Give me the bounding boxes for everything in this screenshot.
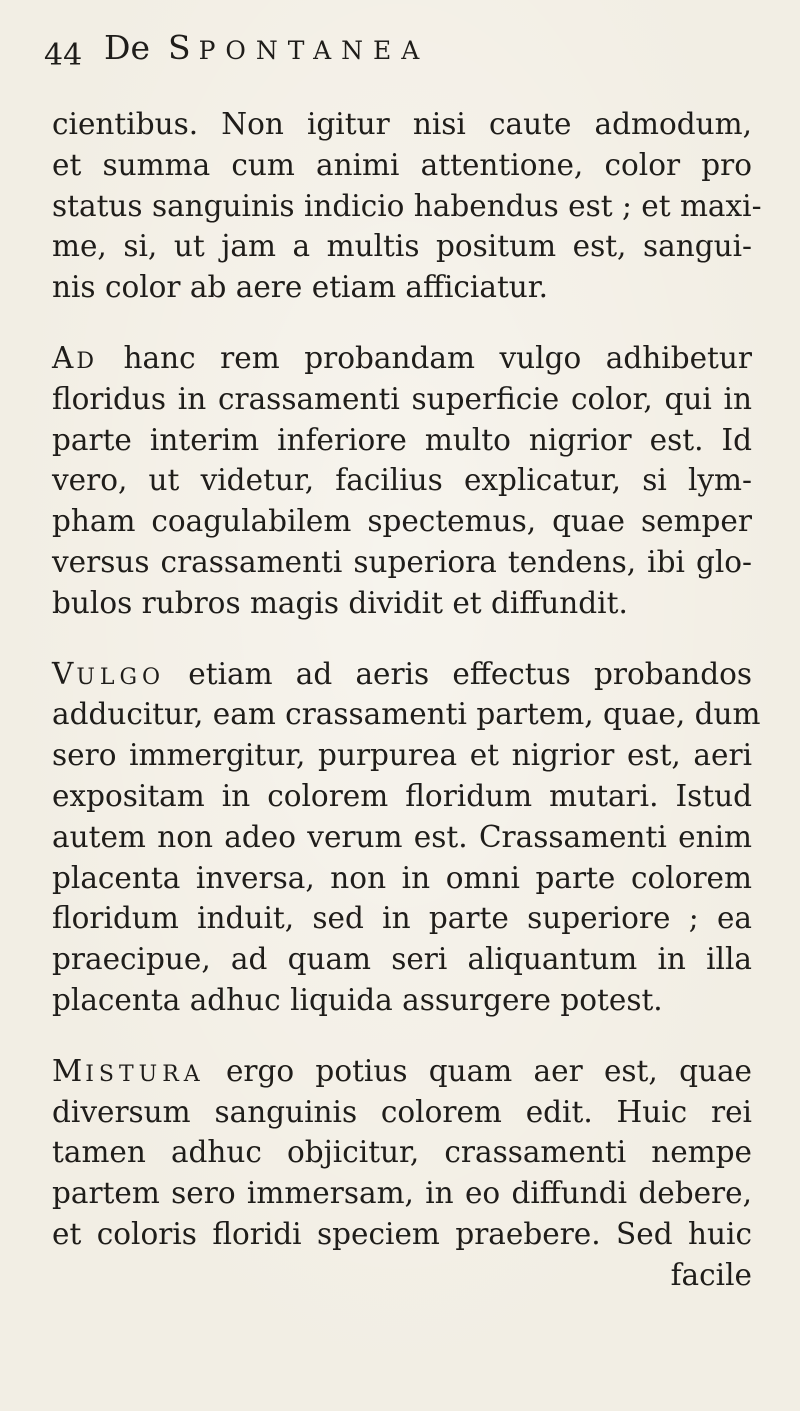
text-line: et coloris floridi speciem praebere. Sed huic <box>52 1216 752 1251</box>
paragraph <box>52 654 761 1021</box>
text-line: et summa cum animi attentione, color pro <box>52 147 752 182</box>
lead-capital: M <box>52 1053 86 1088</box>
lead-line-rest: etiam ad aeris effectus probandos <box>165 656 752 691</box>
text-line: bulos rubros magis dividit et diffundit. <box>52 585 628 620</box>
text-line: partem sero immersam, in eo diffundi debere, <box>52 1176 752 1211</box>
lead-small-caps: D <box>76 348 99 374</box>
running-head-rest: PONTANEA <box>198 36 430 65</box>
text-line: parte interim inferiore multo nigrior est. Id <box>52 422 752 457</box>
text-line: expositam in colorem floridum mutari. Istud <box>52 778 752 813</box>
body-text <box>52 104 762 1296</box>
text-line: me, si, ut jam a multis positum est, sangui- <box>52 229 752 264</box>
lead-line-rest: hanc rem probandam vulgo adhibetur <box>98 340 752 375</box>
running-head-de: De <box>104 28 150 67</box>
text-line: floridum induit, sed in parte superiore ; ea <box>52 901 752 936</box>
text-line-lead <box>52 1051 752 1092</box>
lead-word <box>52 341 99 375</box>
paragraph <box>52 1051 752 1255</box>
running-head-initial: S <box>168 28 199 67</box>
paragraph <box>52 104 762 308</box>
lead-capital: A <box>52 340 77 375</box>
running-head <box>104 28 429 67</box>
text-line: cientibus. Non igitur nisi caute admodum, <box>52 107 752 141</box>
text-line: sero immergitur, purpurea et nigrior est, aeri <box>52 738 752 773</box>
lead-small-caps: ULGO <box>76 664 166 690</box>
lead-line-rest: ergo potius quam aer est, quae <box>204 1053 752 1088</box>
lead-word <box>52 1054 205 1088</box>
page-header <box>44 28 564 78</box>
text-line: adducitur, eam crassamenti partem, quae, dum <box>52 697 761 732</box>
text-line: versus crassamenti superiora tendens, ibi glo- <box>52 544 752 579</box>
text-line-lead <box>52 338 752 379</box>
lead-word <box>52 657 165 691</box>
text-line: placenta inversa, non in omni parte colorem <box>52 860 752 895</box>
text-line: diversum sanguinis colorem edit. Huic rei <box>52 1094 752 1129</box>
text-line: tamen adhuc objicitur, crassamenti nempe <box>52 1135 752 1170</box>
lead-capital: V <box>52 656 77 691</box>
text-line-lead <box>52 654 752 695</box>
catchword: facile <box>670 1257 752 1292</box>
text-line: vero, ut videtur, facilius explicatur, si lym- <box>52 463 752 498</box>
page-number: 44 <box>44 38 83 73</box>
text-line: status sanguinis indicio habendus est ; et maxi- <box>52 188 762 223</box>
text-line: placenta adhuc liquida assurgere potest. <box>52 982 663 1017</box>
text-line: pham coagulabilem spectemus, quae semper <box>52 504 752 539</box>
paragraph <box>52 338 752 624</box>
text-line: autem non adeo verum est. Crassamenti enim <box>52 819 752 854</box>
text-line: praecipue, ad quam seri aliquantum in illa <box>52 942 752 977</box>
text-line: nis color ab aere etiam afficiatur. <box>52 270 549 305</box>
text-line: floridus in crassamenti superficie color, qui in <box>52 381 752 416</box>
lead-small-caps: ISTURA <box>85 1061 205 1087</box>
